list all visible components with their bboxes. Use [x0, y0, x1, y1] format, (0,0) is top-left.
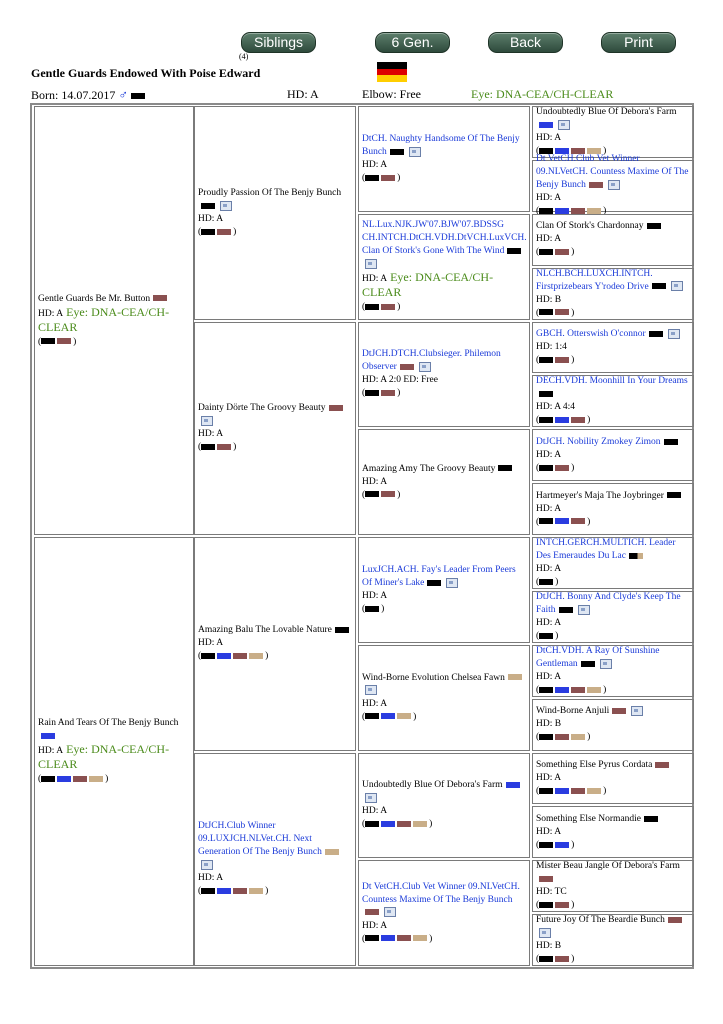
- color-swatch-fawn: [508, 674, 522, 680]
- dog-eye: Eye: DNA-CEA/CH-CLEAR: [471, 87, 614, 101]
- color-swatch-blue: [555, 842, 569, 848]
- ancestor-hd: HD: A: [38, 746, 64, 756]
- color-swatch-fawn: [397, 713, 411, 719]
- ancestor-cell: [532, 914, 694, 966]
- ancestor-name[interactable]: NLCH.BCH.LUXCH.INTCH. Firstprizebears Y'rodeo Drive: [536, 268, 653, 292]
- print-button[interactable]: Print: [601, 32, 676, 53]
- color-swatch-fawn: [89, 776, 103, 782]
- photo-icon[interactable]: [631, 706, 643, 716]
- offspring-colors: ( ): [536, 785, 607, 796]
- color-swatch-black: [539, 417, 553, 423]
- color-swatch-black: [539, 902, 553, 908]
- color-swatch-brown: [153, 295, 167, 301]
- offspring-colors: ( ): [536, 415, 591, 426]
- ancestor-eye: Eye: DNA-CEA/CH-CLEAR: [38, 742, 170, 771]
- ancestor-cell: [358, 429, 530, 535]
- color-swatch-fawn: [571, 734, 585, 740]
- color-swatch-brown: [57, 338, 71, 344]
- color-swatch-brown: [571, 687, 585, 693]
- color-swatch-brown: [233, 888, 247, 894]
- color-swatch-brown: [381, 390, 395, 396]
- color-swatch-blue: [381, 821, 395, 827]
- color-swatch-black: [652, 283, 666, 289]
- photo-icon[interactable]: [600, 659, 612, 669]
- color-swatch-black: [390, 149, 404, 155]
- siblings-button[interactable]: Siblings: [241, 32, 316, 53]
- ancestor-cell: [358, 860, 530, 966]
- ancestor-name: Future Joy Of The Beardie Bunch: [536, 915, 665, 926]
- ancestor-hd: HD: A: [536, 449, 562, 460]
- ancestor-hd: HD: A: [362, 920, 388, 931]
- color-swatch-brown: [381, 175, 395, 181]
- ancestor-cell: [532, 214, 694, 266]
- color-swatch-brown: [217, 229, 231, 235]
- ancestor-cell: [532, 753, 694, 805]
- ancestor-cell: [532, 375, 694, 427]
- ancestor-hd: HD: A: [198, 873, 224, 884]
- ancestor-name[interactable]: INTCH.GERCH.MULTICH. Leader Des Emeraudes Du Lac: [536, 537, 676, 561]
- photo-icon[interactable]: [384, 907, 396, 917]
- ancestor-cell: [194, 106, 356, 320]
- color-swatch-black: [335, 627, 349, 633]
- ancestor-name[interactable]: DtCH. Naughty Handsome Of The Benjy Bunch: [362, 133, 520, 157]
- offspring-colors: ( ): [362, 711, 417, 722]
- ancestor-name: Something Else Normandie: [536, 813, 642, 824]
- color-swatch-black: [365, 821, 379, 827]
- color-swatch-brown: [555, 734, 569, 740]
- color-swatch-black: [649, 331, 663, 337]
- offspring-colors: ( ): [536, 206, 607, 217]
- offspring-colors: ( ): [536, 247, 575, 258]
- ancestor-name: Hartmeyer's Maja The Joybringer: [536, 490, 664, 501]
- ancestor-hd: HD: A: [536, 132, 562, 143]
- ancestor-cell: [358, 322, 530, 428]
- color-swatch-black: [539, 391, 553, 397]
- color-swatch-brown: [555, 956, 569, 962]
- color-swatch-brown: [381, 491, 395, 497]
- ancestor-cell: [532, 106, 694, 158]
- color-swatch-black: [201, 229, 215, 235]
- ancestor-name[interactable]: DECH.VDH. Moonhill In Your Dreams: [536, 376, 688, 387]
- color-swatch-blue: [381, 935, 395, 941]
- ancestor-cell: [532, 537, 694, 589]
- color-swatch-black: [41, 776, 55, 782]
- offspring-colors: ( ): [362, 603, 385, 614]
- color-swatch-black: [201, 653, 215, 659]
- color-swatch-brown: [655, 762, 669, 768]
- color-swatch-black: [667, 492, 681, 498]
- ancestor-hd: HD: TC: [536, 887, 567, 898]
- color-swatch-black: [365, 713, 379, 719]
- color-swatch-blue: [57, 776, 71, 782]
- offspring-colors: ( ): [198, 886, 269, 897]
- offspring-colors: ( ): [536, 630, 559, 641]
- color-swatch-blue: [41, 733, 55, 739]
- color-swatch-brown: [555, 465, 569, 471]
- color-swatch-black: [41, 338, 55, 344]
- ancestor-name: Wind-Borne Anjuli: [536, 706, 610, 717]
- color-swatch-brown: [365, 909, 379, 915]
- ancestor-cell: [358, 214, 530, 320]
- ancestor-eye: Eye: DNA-CEA/CH-CLEAR: [362, 270, 494, 300]
- ancestor-name[interactable]: DtJCH. Nobility Zmokey Zimon: [536, 436, 661, 447]
- offspring-colors: ( ): [362, 302, 401, 313]
- photo-icon[interactable]: [419, 362, 431, 372]
- color-swatch-black: [644, 816, 658, 822]
- photo-icon[interactable]: [365, 793, 377, 803]
- color-swatch-black: [581, 661, 595, 667]
- ancestor-name: Proudly Passion Of The Benjy Bunch: [198, 187, 342, 198]
- ancestor-cell: [532, 591, 694, 643]
- ancestor-cell: [194, 753, 356, 967]
- ancestor-cell: [34, 106, 194, 535]
- ancestor-cell: [532, 268, 694, 320]
- ancestor-cell: [532, 699, 694, 751]
- ancestor-name: Undoubtedly Blue Of Debora's Farm: [536, 106, 677, 117]
- color-swatch-black: [498, 465, 512, 471]
- six-generations-button[interactable]: 6 Gen.: [375, 32, 450, 53]
- ancestor-hd: HD: A: [536, 234, 562, 245]
- dog-hd: HD: A: [287, 87, 319, 101]
- color-swatch-black: [365, 491, 379, 497]
- ancestor-hd: HD: B: [536, 941, 562, 952]
- color-swatch-blue: [555, 518, 569, 524]
- offspring-colors: ( ): [536, 145, 607, 156]
- color-swatch-brown: [612, 708, 626, 714]
- offspring-colors: ( ): [38, 774, 109, 784]
- germany-flag-icon: [377, 62, 407, 82]
- ancestor-name: Rain And Tears Of The Benjy Bunch: [38, 718, 179, 728]
- color-swatch-blue: [539, 122, 553, 128]
- photo-icon[interactable]: [365, 685, 377, 695]
- color-swatch-black: [647, 223, 661, 229]
- color-swatch-brown: [73, 776, 87, 782]
- ancestor-cell: [358, 537, 530, 643]
- ancestor-name: Undoubtedly Blue Of Debora's Farm: [362, 780, 503, 791]
- ancestor-hd: HD: A: [536, 826, 562, 837]
- color-swatch-split: [629, 553, 643, 559]
- offspring-colors: ( ): [536, 732, 591, 743]
- color-swatch-blue: [555, 687, 569, 693]
- color-swatch-black: [365, 175, 379, 181]
- color-swatch-fawn: [413, 935, 427, 941]
- color-swatch-black: [539, 734, 553, 740]
- color-swatch-fawn: [249, 653, 263, 659]
- male-icon: ♂: [118, 87, 129, 102]
- ancestor-cell: [358, 106, 530, 212]
- born-date: Born: 14.07.2017: [31, 88, 116, 102]
- photo-icon[interactable]: [539, 928, 551, 938]
- ancestor-name: Something Else Pyrus Cordata: [536, 759, 653, 770]
- color-swatch-brown: [233, 653, 247, 659]
- photo-icon[interactable]: [220, 201, 232, 211]
- color-swatch-black: [539, 687, 553, 693]
- color-swatch-brown: [397, 821, 411, 827]
- color-swatch-black: [664, 439, 678, 445]
- color-swatch-brown: [668, 917, 682, 923]
- dog-elbow: Elbow: Free: [362, 87, 421, 101]
- color-swatch-brown: [400, 364, 414, 370]
- color-swatch-black: [365, 304, 379, 310]
- ancestor-name[interactable]: DtJCH. Bonny And Clyde's Keep The Faith: [536, 591, 681, 615]
- color-swatch-black: [507, 248, 521, 254]
- ancestor-hd: HD: A: [362, 476, 388, 487]
- offspring-colors: ( ): [536, 839, 575, 850]
- color-swatch-brown: [571, 788, 585, 794]
- color-swatch-black: [539, 633, 553, 639]
- offspring-colors: ( ): [536, 900, 575, 911]
- offspring-colors: ( ): [38, 336, 77, 347]
- color-swatch-brown: [589, 182, 603, 188]
- color-swatch-brown: [571, 417, 585, 423]
- ancestor-cell: [532, 322, 694, 374]
- ancestor-hd: HD: B: [536, 719, 562, 730]
- ancestor-name[interactable]: GBCH. Otterswish O'connor: [536, 328, 646, 339]
- ancestor-cell: [194, 322, 356, 536]
- photo-icon[interactable]: [671, 281, 683, 291]
- color-swatch-fawn: [587, 788, 601, 794]
- color-swatch-black: [201, 444, 215, 450]
- photo-icon[interactable]: [201, 860, 213, 870]
- color-swatch-blue: [555, 417, 569, 423]
- color-swatch-fawn: [325, 849, 339, 855]
- ancestor-name: Clan Of Stork's Chardonnay: [536, 221, 644, 232]
- ancestor-name[interactable]: Dt VetCH.Club Vet Winner 09.NLVetCH. Countess Maxime Of The Benjy Bunch: [362, 881, 520, 905]
- ancestor-name: Amazing Amy The Groovy Beauty: [362, 463, 496, 474]
- color-swatch-brown: [329, 405, 343, 411]
- ancestor-hd: HD: A: [536, 617, 562, 628]
- color-swatch-black: [539, 842, 553, 848]
- ancestor-hd: HD: 1:4: [536, 341, 567, 352]
- color-swatch-brown: [539, 876, 553, 882]
- dog-title: Gentle Guards Endowed With Poise Edward: [31, 66, 261, 80]
- color-swatch-black: [365, 935, 379, 941]
- offspring-colors: ( ): [362, 172, 401, 183]
- offspring-colors: ( ): [536, 684, 607, 695]
- color-swatch-blue: [506, 782, 520, 788]
- born-info: [31, 87, 147, 103]
- pedigree-table: [30, 103, 694, 969]
- photo-icon[interactable]: [668, 329, 680, 339]
- offspring-colors: ( ): [362, 933, 433, 944]
- ancestor-hd: HD: A: [536, 193, 562, 204]
- color-swatch-blue: [381, 713, 395, 719]
- color-swatch-black: [539, 788, 553, 794]
- ancestor-name[interactable]: Dt VetCH.Club Vet Winner 09.NLVetCH. Countess Maxime Of The Benjy Bunch: [536, 154, 689, 191]
- ancestor-name[interactable]: DtJCH.Club Winner 09.LUXJCH.NLVet.CH. Next Generation Of The Benjy Bunch: [198, 821, 322, 858]
- ancestor-cell: [358, 753, 530, 859]
- color-swatch-black: [539, 518, 553, 524]
- color-swatch-brown: [555, 357, 569, 363]
- offspring-colors: ( ): [362, 819, 433, 830]
- ancestor-hd: HD: A: [536, 772, 562, 783]
- color-swatch-brown: [555, 309, 569, 315]
- ancestor-name: Mister Beau Jangle Of Debora's Farm: [536, 861, 680, 872]
- ancestor-hd: HD: A: [362, 159, 388, 170]
- siblings-count: (4): [239, 52, 249, 61]
- color-swatch-blue: [555, 788, 569, 794]
- color-swatch-blue: [217, 653, 231, 659]
- offspring-colors: ( ): [536, 516, 591, 527]
- color-swatch-brown: [381, 304, 395, 310]
- offspring-colors: ( ): [536, 576, 559, 587]
- color-swatch-black: [539, 357, 553, 363]
- photo-icon[interactable]: [578, 605, 590, 615]
- ancestor-name: Amazing Balu The Lovable Nature: [198, 625, 332, 636]
- photo-icon[interactable]: [608, 180, 620, 190]
- offspring-colors: ( ): [362, 489, 401, 500]
- color-swatch-brown: [555, 249, 569, 255]
- color-swatch-black: [539, 579, 553, 585]
- color-swatch-black: [201, 203, 215, 209]
- color-swatch-brown: [571, 518, 585, 524]
- offspring-colors: ( ): [536, 954, 575, 965]
- color-swatch-blue: [217, 888, 231, 894]
- ancestor-hd: HD: A: [198, 638, 224, 649]
- ancestor-hd: HD: A: [198, 213, 224, 224]
- ancestor-hd: HD: A 4:4: [536, 402, 576, 413]
- ancestor-hd: HD: A: [536, 671, 562, 682]
- ancestor-hd: HD: A: [362, 274, 388, 285]
- ancestor-hd: HD: A: [362, 806, 388, 817]
- color-swatch-black: [365, 390, 379, 396]
- color-swatch-black: [539, 249, 553, 255]
- ancestor-cell: [532, 860, 694, 912]
- back-button[interactable]: Back: [488, 32, 563, 53]
- offspring-colors: ( ): [362, 388, 401, 399]
- ancestor-hd: HD: A: [198, 429, 224, 440]
- ancestor-name[interactable]: NL.Lux.NJK.JW'07.BJW'07.BDSSG CH.INTCH.DtCH.VDH.DtVCH.LuxVCH. Clan Of Stork's Gone With The Wind: [362, 220, 527, 257]
- ancestor-hd: HD: B: [536, 294, 562, 305]
- color-swatch-fawn: [249, 888, 263, 894]
- ancestor-name[interactable]: DtCH.VDH. A Ray Of Sunshine Gentleman: [536, 645, 660, 669]
- color-swatch-black: [131, 93, 145, 99]
- offspring-colors: ( ): [198, 226, 237, 237]
- ancestor-cell: [532, 154, 694, 217]
- photo-icon[interactable]: [446, 578, 458, 588]
- color-swatch-black: [539, 309, 553, 315]
- ancestor-hd: HD: A: [362, 698, 388, 709]
- ancestor-hd: HD: A: [536, 503, 562, 514]
- ancestor-cell: [532, 806, 694, 858]
- photo-icon[interactable]: [201, 416, 213, 426]
- color-swatch-black: [539, 465, 553, 471]
- color-swatch-brown: [555, 902, 569, 908]
- ancestor-cell: [34, 537, 194, 966]
- offspring-colors: ( ): [536, 462, 575, 473]
- ancestor-name[interactable]: LuxJCH.ACH. Fay's Leader From Peers Of Miner's Lake: [362, 564, 516, 588]
- photo-icon[interactable]: [558, 120, 570, 130]
- ancestor-cell: [532, 429, 694, 481]
- color-swatch-brown: [217, 444, 231, 450]
- photo-icon[interactable]: [365, 259, 377, 269]
- ancestor-hd: HD: A: [536, 563, 562, 574]
- ancestor-name: Wind-Borne Evolution Chelsea Fawn: [362, 672, 505, 683]
- color-swatch-black: [427, 580, 441, 586]
- ancestor-name: Dainty Dörte The Groovy Beauty: [198, 403, 326, 414]
- ancestor-cell: [532, 645, 694, 697]
- color-swatch-fawn: [413, 821, 427, 827]
- ancestor-hd: HD: A: [362, 590, 388, 601]
- offspring-colors: ( ): [198, 651, 269, 662]
- ancestor-cell: [358, 645, 530, 751]
- color-swatch-fawn: [587, 687, 601, 693]
- color-swatch-black: [559, 607, 573, 613]
- ancestor-cell: [194, 537, 356, 751]
- color-swatch-black: [365, 606, 379, 612]
- photo-icon[interactable]: [409, 147, 421, 157]
- color-swatch-brown: [397, 935, 411, 941]
- ancestor-eye: Eye: DNA-CEA/CH-CLEAR: [38, 304, 170, 334]
- ancestor-hd: HD: A 2:0 ED: Free: [362, 375, 438, 386]
- ancestor-name: Gentle Guards Be Mr. Button: [38, 293, 151, 304]
- ancestor-cell: [532, 483, 694, 535]
- offspring-colors: ( ): [198, 442, 237, 453]
- offspring-colors: ( ): [536, 307, 575, 318]
- ancestor-name[interactable]: DtJCH.DTCH.Clubsieger. Philemon Observer: [362, 349, 501, 373]
- color-swatch-black: [539, 956, 553, 962]
- color-swatch-black: [201, 888, 215, 894]
- offspring-colors: ( ): [536, 354, 575, 365]
- ancestor-hd: HD: A: [38, 308, 64, 319]
